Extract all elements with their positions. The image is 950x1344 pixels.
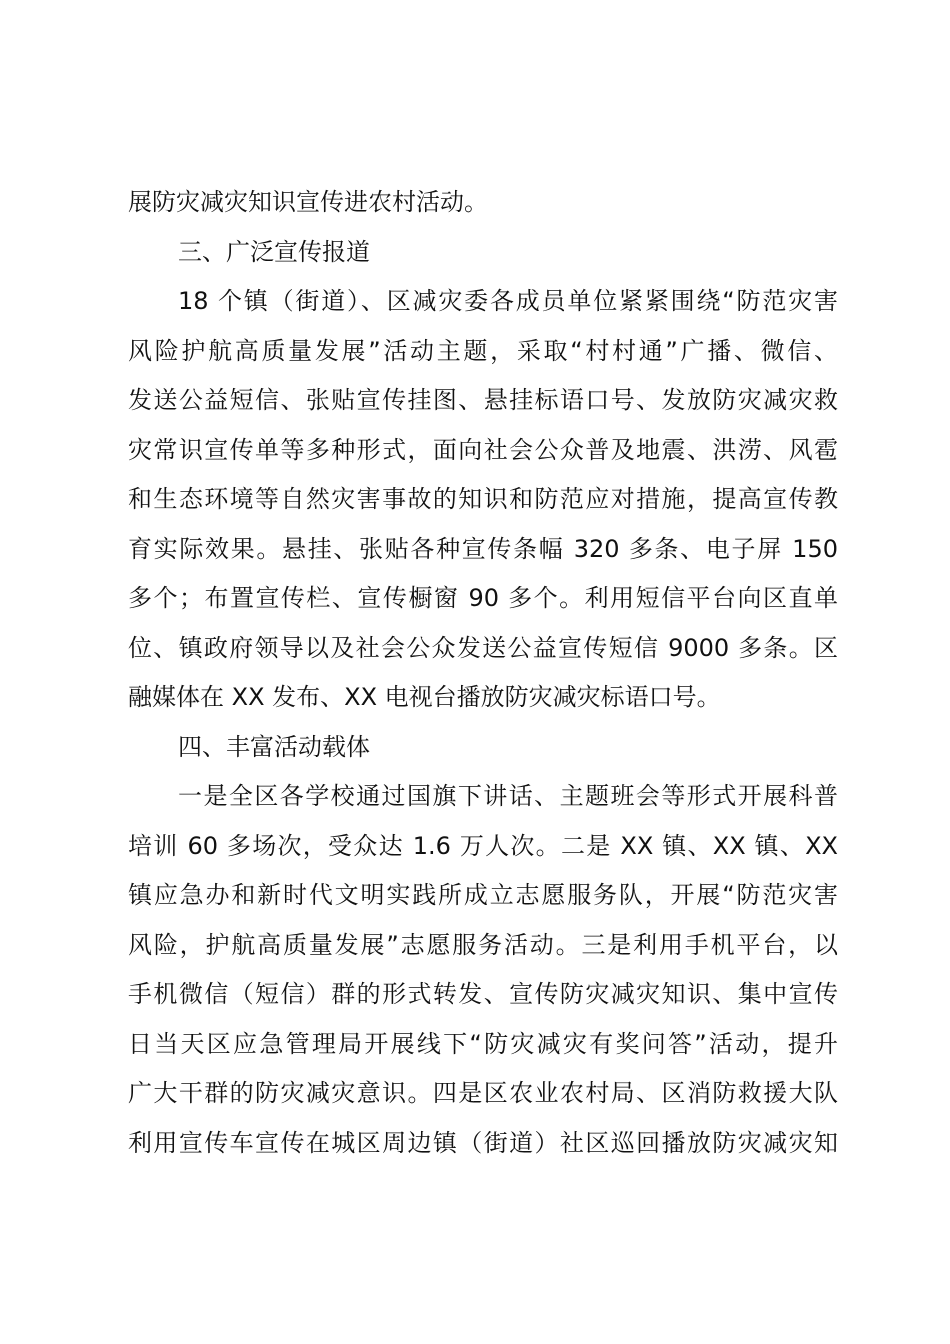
- paragraph-line: 展防灾减灾知识宣传进农村活动。: [128, 188, 488, 216]
- paragraph-line: 风险，护航高质量发展”志愿服务活动。三是利用手机平台，以: [128, 930, 838, 959]
- paragraph-line: 发送公益短信、张贴宣传挂图、悬挂标语口号、发放防灾减灾救: [128, 386, 838, 414]
- paragraph-line: 培训 60 多场次，受众达 1.6 万人次。二是 XX 镇、XX 镇、XX: [128, 831, 838, 860]
- paragraph-line: 育实际效果。悬挂、张贴各种宣传条幅 320 多条、电子屏 150: [128, 534, 838, 563]
- paragraph-line: 一是全区各学校通过国旗下讲话、主题班会等形式开展科普: [178, 782, 838, 810]
- paragraph-line: 灾常识宣传单等多种形式，面向社会公众普及地震、洪涝、风雹: [128, 435, 838, 464]
- paragraph-line: 融媒体在 XX 发布、XX 电视台播放防灾减灾标语口号。: [128, 683, 721, 711]
- paragraph-line: 和生态环境等自然灾害事故的知识和防范应对措施，提高宣传教: [128, 485, 838, 513]
- paragraph-line: 日当天区应急管理局开展线下“防灾减灾有奖问答”活动，提升: [128, 1029, 838, 1058]
- paragraph-line: 镇应急办和新时代文明实践所成立志愿服务队，开展“防范灾害: [128, 881, 838, 909]
- document-body: [128, 178, 838, 1168]
- paragraph-line: 手机微信（短信）群的形式转发、宣传防灾减灾知识、集中宣传: [128, 980, 838, 1008]
- section-heading: 三、广泛宣传报道: [178, 237, 370, 266]
- paragraph-line: 多个；布置宣传栏、宣传橱窗 90 多个。利用短信平台向区直单: [128, 584, 838, 612]
- section-heading: 四、丰富活动载体: [178, 732, 370, 761]
- paragraph-line: 位、镇政府领导以及社会公众发送公益宣传短信 9000 多条。区: [128, 633, 838, 662]
- paragraph-line: 广大干群的防灾减灾意识。四是区农业农村局、区消防救援大队: [128, 1079, 838, 1107]
- paragraph-line: 利用宣传车宣传在城区周边镇（街道）社区巡回播放防灾减灾知: [128, 1128, 838, 1157]
- paragraph-line: 18 个镇（街道）、区减灾委各成员单位紧紧围绕“防范灾害: [178, 287, 838, 315]
- paragraph-line: 风险护航高质量发展”活动主题，采取“村村通”广播、微信、: [128, 336, 838, 365]
